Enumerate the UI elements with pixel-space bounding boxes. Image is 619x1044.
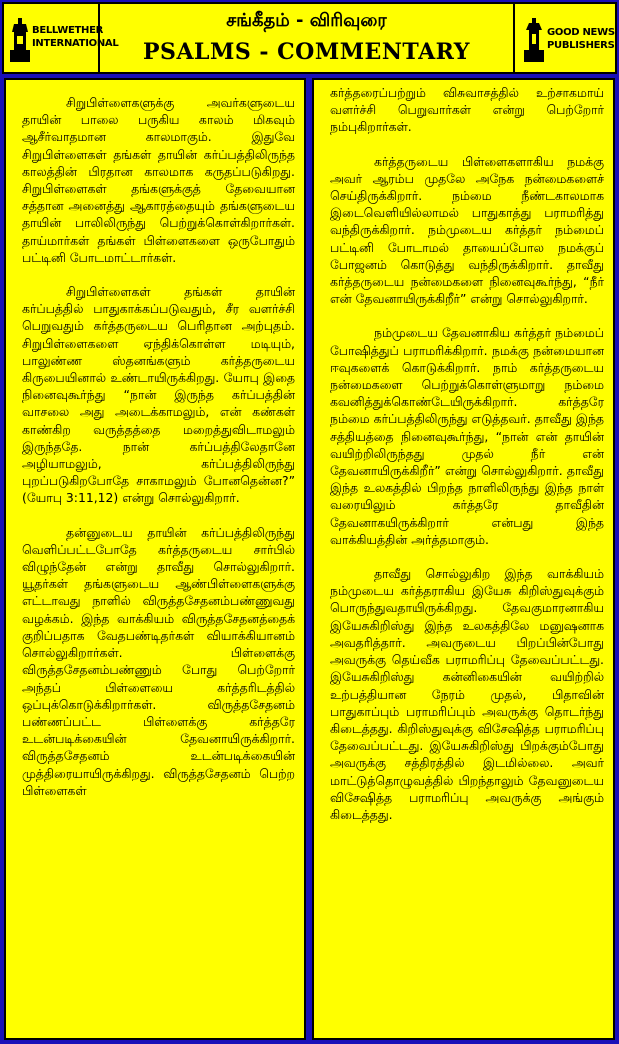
right-column <box>312 78 615 1040</box>
good-news-logo <box>513 2 617 74</box>
good-news-logo-text: GOOD NEWS PUBLISHERS <box>547 27 615 51</box>
page-header <box>2 2 617 74</box>
title-block <box>100 2 513 74</box>
paragraph-continued: கர்த்தரைப்பற்றும் விசுவாசத்தில் உற்சாகமாய் வளர்ச்சி பெறுவார்கள் என்று பெற்றோர் நம்புகிறார்கள். <box>330 85 604 135</box>
bellwether-logo-text: BELLWETHER INTERNATIONAL <box>32 25 119 49</box>
lamp-tower-icon <box>523 18 545 62</box>
title-english: PSALMS - COMMENTARY <box>143 39 470 65</box>
left-column <box>4 78 306 1040</box>
paragraph: கர்த்தருடைய பிள்ளைகளாகிய நமக்கு அவர் ஆரம்ப முதலே அநேக நன்மைகளைச் செய்திருக்கிறார். நம்மை நீண்டகாலமாக இடைவெளியில்லாமல் பாதுகாத்து பராமரித்து வந்திருக்கிறார். நம்முடைய கர்த்தர் நம்மைப் பட்டினி போடாமல் தாயைப்போல நமக்குப் போஜனம் கொடுத்து வந்திருக்கிறார். தாவீது கர்த்தருடைய நன்மைகளை நினைவுகூர்ந்து, “நீர் என் தேவனாயிருக்கிறீர்” என்று சொல்லுகிறார். <box>330 153 604 307</box>
paragraph: தன்னுடைய தாயின் கர்ப்பத்திலிருந்து வெளிப்பட்டபோதே கர்த்தருடைய சார்பில் விழுந்தேன் என்று தாவீது சொல்லுகிறார். யூதர்கள் தங்களுடைய ஆண்பிள்ளைகளுக்கு எட்டாவது நாளில் விருத்தசேதனம்பண்ணுவது வழக்கம். இந்த வாக்கியம் விருத்தசேதனத்தைக் குறிப்பதாக வேதபண்டிதர்கள் வியாக்கியானம் சொல்லுகிறார்கள். பிள்ளைக்கு விருத்தசேதனம்பண்ணும் போது பெற்றோர் அந்தப் பிள்ளையை கர்த்தரிடத்தில் ஒப்புக்கொடுக்கிறார்கள். விருத்தசேதனம் பண்ணப்பட்ட பிள்ளைக்கு கர்த்தரே உடன்படிக்கையின் தேவனாயிருக்கிறார். விருத்தசேதனம் உடன்படிக்கையின் முத்திரையாயிருக்கிறது. விருத்தசேதனம் பெற்ற பிள்ளைகள் <box>22 524 295 798</box>
paragraph: சிறுபிள்ளைகளுக்கு அவர்களுடைய தாயின் பாலை பருகிய காலம் மிகவும் ஆசீர்வாதமான காலமாகும். இதுவே சிறுபிள்ளைகள் தங்கள் தாயின் கர்ப்பத்திலிருந்த காலத்தின் பிரதான காலமாக கருதப்படுகிறது. சிறுபிள்ளைகள் தங்களுக்குத் தேவையான சத்தான அனைத்து ஆகாரத்தையும் தங்களுடைய தாயின் பாலிலிருந்து பெற்றுக்கொள்கிறார்கள். தாய்மார்கள் தங்கள் பிள்ளைகளை ஒருபோதும் பட்டினி போடமாட்டார்கள். <box>22 95 295 265</box>
paragraph: நம்முடைய தேவனாகிய கர்த்தர் நம்மைப் போஷித்துப் பராமரிக்கிறார். நமக்கு நன்மையான ஈவுகளைக் கொடுக்கிறார். நாம் கர்த்தருடைய நன்மைகளை பெற்றுக்கொள்ளுமாறு நம்மை கவனித்துக்கொண்டேயிருக்கிறார். கர்த்தரே நம்மை கர்ப்பத்திலிருந்து எடுத்தவர். தாவீது இந்த சத்தியத்தை நினைவுகூர்ந்து, “நான் என் தாயின் வயிற்றிலிருந்தது முதல் நீர் என் தேவனாயிருக்கிறீர்” என்று சொல்லுகிறார். தாவீது இந்த உலகத்தில் பிறந்த நாளிலிருந்து இந்த நாள் வரையிலும் கர்த்தரே தாவீதின் தேவனாகயிருக்கிறார் என்பது இந்த வாக்கியத்தின் அர்த்தமாகும். <box>330 325 604 547</box>
paragraph: சிறுபிள்ளைகள் தங்கள் தாயின் கர்ப்பத்தில் பாதுகாக்கப்படுவதும், சீர வளர்ச்சி பெறுவதும் கர்த்தருடைய பெரிதான அற்புதம். சிறுபிள்ளைகளை ஏந்திக்கொள்ள மடியும், பாலுண்ண ஸ்தனங்களும் கர்த்தருடைய கிருபையினால் உண்டாயிருக்கிறது. யோபு இதை நினைவுகூர்ந்து “நான் இருந்த கர்ப்பத்தின் வாசலை அது அடைக்காமலும், என் கண்கள் காண்கிற வருத்தத்தை மறைத்துவிடாமலும் இருந்ததே. நான் கர்ப்பத்திலேதானே அழியாமலும், கர்ப்பத்திலிருந்து புறப்படுகிறபோதே சாகாமலும் போனதென்ன?” (யோபு 3:11,12) என்று சொல்லுகிறார். <box>22 284 295 506</box>
bellwether-logo <box>2 2 119 74</box>
paragraph: தாவீது சொல்லுகிற இந்த வாக்கியம் நம்முடைய கர்த்தராகிய இயேசு கிறிஸ்துவுக்கும் பொருந்துவதாயிருக்கிறது. தேவகுமாரனாகிய இயேசுகிறிஸ்து இந்த உலகத்திலே மனுஷனாக அவதரித்தார். அவருடைய பிறப்பின்போது அவருக்கு தெய்வீக பராமரிப்பு தேவைப்பட்டது. இயேசுகிறிஸ்து கன்னிகையின் வயிற்றில் உற்பத்தியான நேரம் முதல், பிதாவின் பாதுகாப்பும் பராமரிப்பும் அவருக்கு தொடர்ந்து கிடைத்தது. கிறிஸ்துவுக்கு விசேஷித்த பராமரிப்பு தேவைப்பட்டது. இயேசுகிறிஸ்து பிறக்கும்போது அவருக்கு சத்திரத்தில் இடமில்லை. அவர் மாட்டுத்தொழுவத்தில் பிறந்தாலும் தேவனுடைய விசேஷித்த பராமரிப்பு அவருக்கு அங்கும் கிடைத்தது. <box>330 566 604 822</box>
title-tamil: சங்கீதம் - விரிவுரை <box>226 10 387 31</box>
bell-tower-icon <box>10 18 30 62</box>
